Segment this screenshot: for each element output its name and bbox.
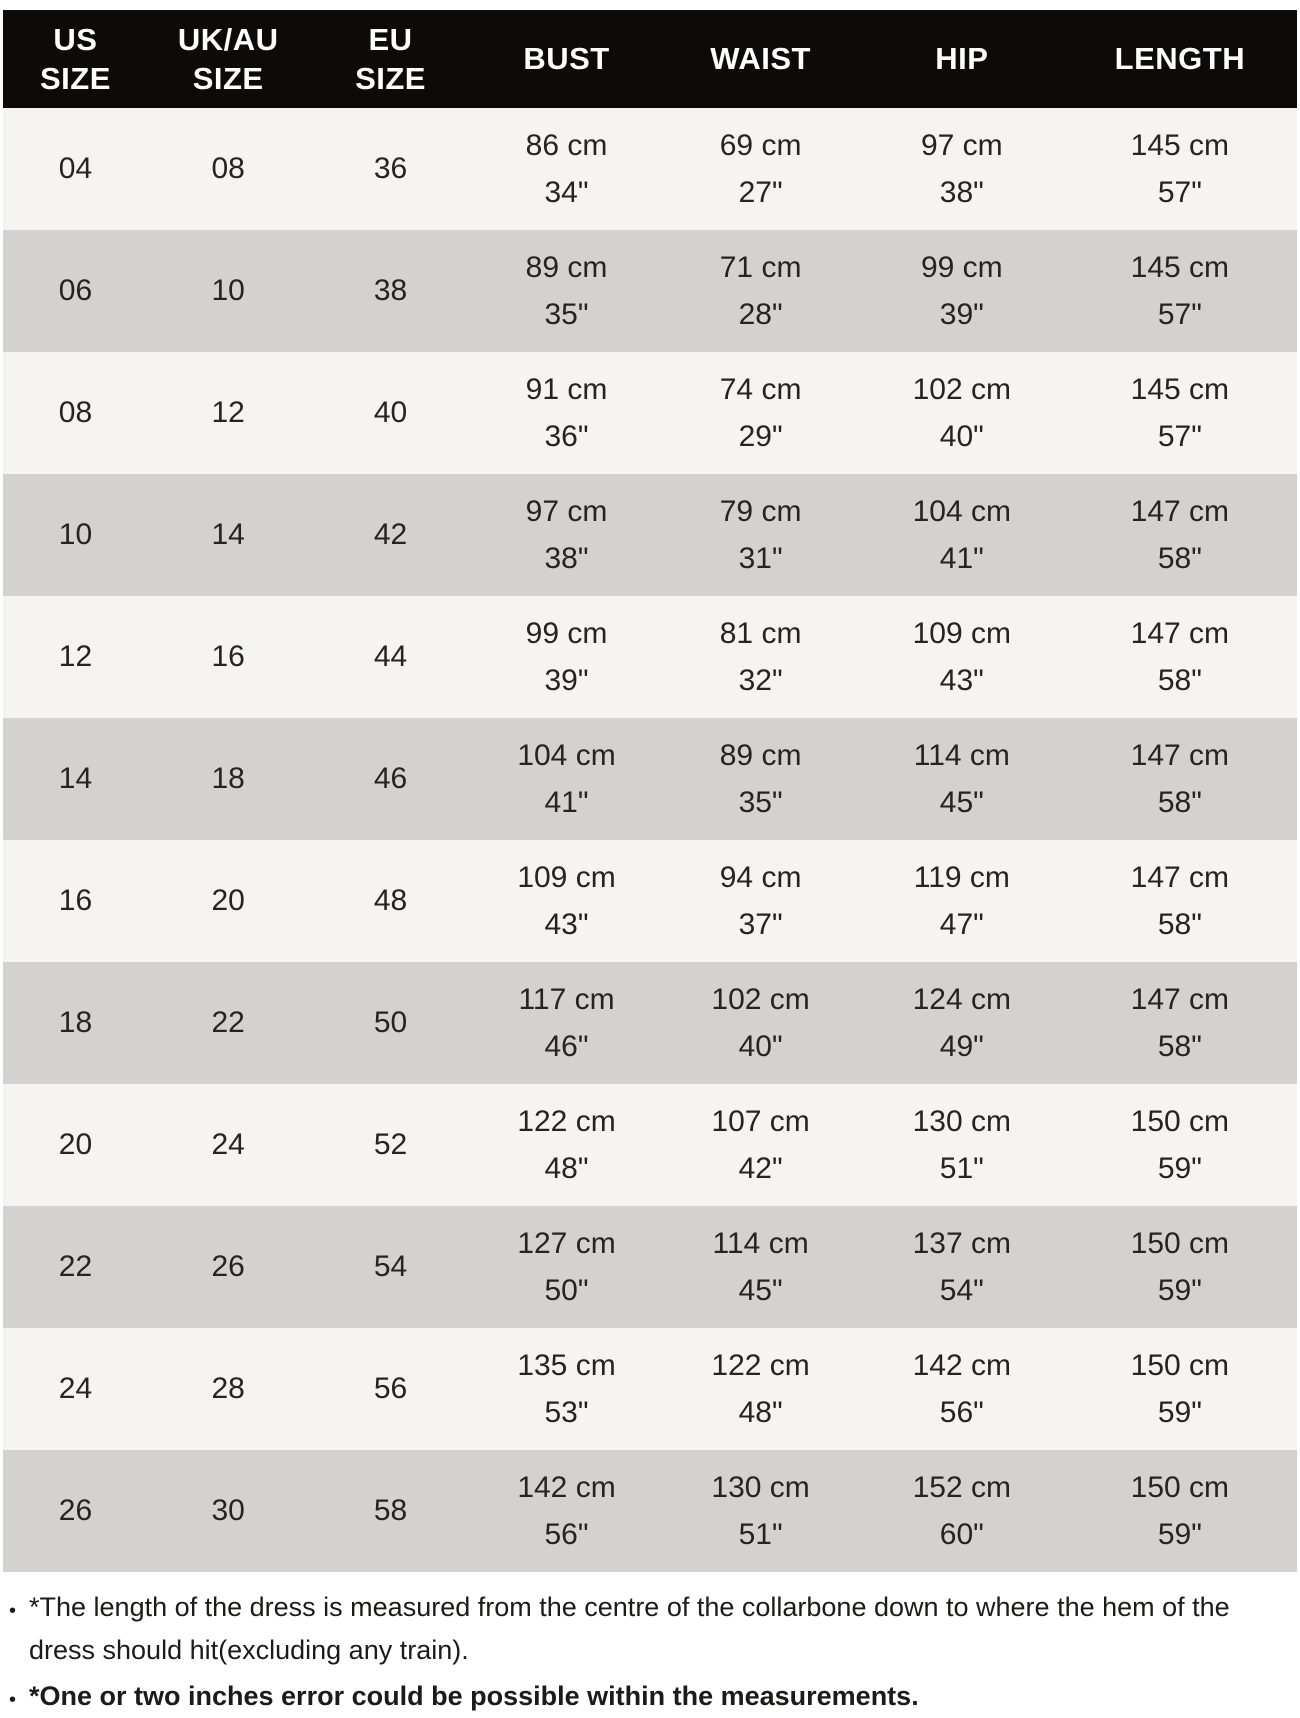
- size-cell-uk_au: [148, 596, 308, 718]
- measurement-inches: 59": [1157, 1152, 1202, 1185]
- measurement-cm: 142 cm: [517, 1471, 616, 1504]
- measurement-cell-hip: [861, 1206, 1063, 1328]
- measurement-inches: 27": [738, 176, 783, 209]
- measurement-inches: 35": [738, 786, 783, 819]
- measurement-cm: 150 cm: [1130, 1105, 1230, 1138]
- size-value: 26: [211, 1250, 245, 1283]
- measurement-inches: 29": [738, 420, 783, 453]
- column-header-uk_au: [148, 10, 308, 108]
- measurement-cell-bust: [473, 1328, 661, 1450]
- size-value: 30: [211, 1494, 245, 1527]
- measurement-inches: 58": [1157, 786, 1202, 819]
- size-value: 54: [373, 1250, 408, 1283]
- size-cell-uk_au: [148, 1084, 308, 1206]
- size-cell-uk_au: [148, 1206, 308, 1328]
- footnote-text: *The length of the dress is measured from the centre of the collarbone down to where the hem of the dress should hit(excluding any train).: [29, 1592, 1230, 1665]
- size-value: 14: [211, 518, 245, 551]
- size-cell-us: [3, 962, 148, 1084]
- table-row: [3, 840, 1297, 962]
- size-cell-eu: [308, 1450, 472, 1572]
- measurement-cell-waist: [660, 1450, 861, 1572]
- size-value: 44: [373, 640, 408, 673]
- measurement-inches: 45": [939, 786, 984, 819]
- column-header-line: US: [53, 21, 98, 57]
- measurement-cm: 152 cm: [912, 1471, 1012, 1504]
- size-value: 12: [58, 640, 93, 673]
- measurement-inches: 58": [1157, 664, 1202, 697]
- measurement-cell-hip: [861, 840, 1063, 962]
- measurement-inches: 32": [738, 664, 783, 697]
- size-value: 10: [211, 274, 245, 307]
- measurement-inches: 28": [738, 298, 783, 331]
- measurement-cm: 145 cm: [1130, 373, 1230, 406]
- table-row: [3, 1206, 1297, 1328]
- measurement-inches: 39": [939, 298, 984, 331]
- measurement-inches: 54": [939, 1274, 984, 1307]
- column-header-eu: [308, 10, 472, 108]
- measurement-cm: 147 cm: [1130, 739, 1230, 772]
- measurement-cell-waist: [660, 352, 861, 474]
- size-cell-us: [3, 1206, 148, 1328]
- measurement-cell-hip: [861, 596, 1063, 718]
- measurement-cell-bust: [473, 108, 661, 230]
- measurement-cm: 150 cm: [1130, 1227, 1230, 1260]
- measurement-cm: 89 cm: [525, 251, 608, 284]
- measurement-inches: 37": [738, 908, 783, 941]
- measurement-cell-length: [1063, 108, 1297, 230]
- size-cell-uk_au: [148, 718, 308, 840]
- measurement-inches: 49": [939, 1030, 984, 1063]
- measurement-cm: 91 cm: [525, 373, 608, 406]
- size-value: 10: [58, 518, 93, 551]
- size-cell-uk_au: [148, 1328, 308, 1450]
- measurement-inches: 47": [939, 908, 984, 941]
- measurement-inches: 58": [1157, 908, 1202, 941]
- measurement-inches: 50": [544, 1274, 589, 1307]
- measurement-cell-waist: [660, 1328, 861, 1450]
- size-cell-us: [3, 474, 148, 596]
- footnote-length-measurement: [9, 1586, 1291, 1671]
- measurement-cell-waist: [660, 230, 861, 352]
- measurement-inches: 42": [738, 1152, 783, 1185]
- size-value: 28: [211, 1372, 245, 1405]
- column-header-length: [1063, 10, 1297, 108]
- measurement-inches: 59": [1157, 1518, 1202, 1551]
- measurement-cell-hip: [861, 962, 1063, 1084]
- size-value: 48: [373, 884, 408, 917]
- size-cell-us: [3, 1084, 148, 1206]
- size-cell-us: [3, 1328, 148, 1450]
- measurement-cm: 147 cm: [1130, 617, 1230, 650]
- measurement-inches: 38": [544, 542, 589, 575]
- size-value: 06: [58, 274, 93, 307]
- column-header-line: SIZE: [40, 61, 111, 96]
- measurement-cm: 99 cm: [525, 617, 608, 650]
- measurement-inches: 40": [738, 1030, 783, 1063]
- measurement-cell-bust: [473, 1450, 661, 1572]
- measurement-cm: 109 cm: [517, 861, 616, 894]
- measurement-cm: 74 cm: [719, 373, 802, 406]
- measurement-inches: 51": [939, 1152, 984, 1185]
- size-value: 08: [58, 396, 93, 429]
- table-row: [3, 718, 1297, 840]
- size-cell-eu: [308, 1206, 472, 1328]
- size-cell-eu: [308, 230, 472, 352]
- measurement-cell-hip: [861, 230, 1063, 352]
- measurement-cm: 130 cm: [711, 1471, 810, 1504]
- size-cell-us: [3, 352, 148, 474]
- measurement-inches: 59": [1157, 1274, 1202, 1307]
- measurement-cm: 122 cm: [711, 1349, 810, 1382]
- size-value: 50: [373, 1006, 408, 1039]
- measurement-inches: 59": [1157, 1396, 1202, 1429]
- column-header-line: SIZE: [192, 61, 264, 96]
- size-cell-us: [3, 596, 148, 718]
- measurement-inches: 58": [1157, 542, 1202, 575]
- measurement-cm: 150 cm: [1130, 1349, 1230, 1382]
- size-value: 16: [211, 640, 245, 673]
- column-header-waist: [660, 10, 861, 108]
- table-row: [3, 1450, 1297, 1572]
- measurement-cell-bust: [473, 230, 661, 352]
- measurement-cm: 79 cm: [719, 495, 802, 528]
- size-value: 40: [373, 396, 408, 429]
- measurement-inches: 38": [939, 176, 984, 209]
- size-cell-eu: [308, 718, 472, 840]
- measurement-cm: 130 cm: [912, 1105, 1012, 1138]
- table-row: [3, 474, 1297, 596]
- measurement-cell-length: [1063, 840, 1297, 962]
- size-value: 36: [373, 152, 408, 185]
- measurement-cell-bust: [473, 352, 661, 474]
- size-cell-uk_au: [148, 962, 308, 1084]
- measurement-inches: 48": [544, 1152, 589, 1185]
- measurement-inches: 41": [939, 542, 984, 575]
- size-value: 24: [211, 1128, 245, 1161]
- measurement-cell-waist: [660, 718, 861, 840]
- measurement-cell-waist: [660, 1206, 861, 1328]
- measurement-cell-bust: [473, 596, 661, 718]
- column-header-us: [3, 10, 148, 108]
- size-value: 18: [211, 762, 245, 795]
- measurement-cm: 69 cm: [719, 129, 802, 162]
- measurement-cell-bust: [473, 962, 661, 1084]
- size-value: 56: [373, 1372, 408, 1405]
- measurement-inches: 43": [544, 908, 589, 941]
- measurement-cm: 104 cm: [517, 739, 616, 772]
- size-cell-uk_au: [148, 1450, 308, 1572]
- measurement-cell-length: [1063, 1206, 1297, 1328]
- measurement-inches: 46": [544, 1030, 589, 1063]
- column-header-line: HIP: [935, 41, 989, 77]
- size-cell-uk_au: [148, 352, 308, 474]
- measurement-cm: 97 cm: [525, 495, 608, 528]
- measurement-cell-length: [1063, 352, 1297, 474]
- size-value: 38: [373, 274, 408, 307]
- size-value: 22: [58, 1250, 93, 1283]
- measurement-cell-waist: [660, 1084, 861, 1206]
- size-cell-eu: [308, 596, 472, 718]
- table-row: [3, 1084, 1297, 1206]
- measurement-cell-bust: [473, 840, 661, 962]
- bullet-dot: •: [9, 1689, 17, 1712]
- measurement-cell-hip: [861, 1450, 1063, 1572]
- size-cell-eu: [308, 1084, 472, 1206]
- size-cell-us: [3, 718, 148, 840]
- measurement-inches: 39": [544, 664, 589, 697]
- measurement-cell-length: [1063, 962, 1297, 1084]
- measurement-cell-bust: [473, 474, 661, 596]
- measurement-cm: 135 cm: [517, 1349, 616, 1382]
- measurement-inches: 43": [939, 664, 984, 697]
- measurement-cell-waist: [660, 108, 861, 230]
- size-cell-us: [3, 230, 148, 352]
- column-header-hip: [861, 10, 1063, 108]
- table-row: [3, 596, 1297, 718]
- table-row: [3, 108, 1297, 230]
- measurement-inches: 41": [544, 786, 589, 819]
- measurement-cm: 124 cm: [912, 983, 1012, 1016]
- table-row: [3, 962, 1297, 1084]
- measurement-cm: 127 cm: [517, 1227, 616, 1260]
- measurement-inches: 34": [544, 176, 589, 209]
- measurement-cm: 137 cm: [912, 1227, 1012, 1260]
- size-cell-us: [3, 1450, 148, 1572]
- measurement-cm: 147 cm: [1130, 861, 1230, 894]
- column-header-line: LENGTH: [1114, 41, 1246, 77]
- measurement-cm: 86 cm: [525, 129, 608, 162]
- measurement-cell-hip: [861, 1328, 1063, 1450]
- measurement-inches: 57": [1157, 420, 1202, 453]
- table-header: [3, 10, 1297, 108]
- measurement-cell-length: [1063, 474, 1297, 596]
- size-cell-eu: [308, 840, 472, 962]
- size-value: 46: [373, 762, 408, 795]
- measurement-cm: 119 cm: [913, 861, 1010, 894]
- measurement-cell-waist: [660, 840, 861, 962]
- measurement-cm: 97 cm: [920, 129, 1003, 162]
- size-value: 58: [373, 1494, 408, 1527]
- table-body: [3, 108, 1297, 1572]
- measurement-inches: 56": [939, 1396, 984, 1429]
- measurement-inches: 40": [939, 420, 984, 453]
- measurement-cell-hip: [861, 352, 1063, 474]
- measurement-cm: 81 cm: [719, 617, 802, 650]
- footnotes: [3, 1572, 1297, 1718]
- measurement-cell-hip: [861, 1084, 1063, 1206]
- measurement-inches: 57": [1157, 298, 1202, 331]
- measurement-cell-bust: [473, 1084, 661, 1206]
- size-cell-us: [3, 108, 148, 230]
- measurement-cm: 114 cm: [712, 1227, 809, 1260]
- measurement-cell-bust: [473, 1206, 661, 1328]
- measurement-cell-hip: [861, 108, 1063, 230]
- table-row: [3, 352, 1297, 474]
- footnote-error-tolerance: [9, 1675, 1291, 1718]
- size-cell-eu: [308, 1328, 472, 1450]
- measurement-inches: 45": [738, 1274, 783, 1307]
- measurement-inches: 60": [939, 1518, 984, 1551]
- measurement-cell-length: [1063, 230, 1297, 352]
- measurement-cm: 107 cm: [711, 1105, 810, 1138]
- measurement-cm: 147 cm: [1130, 495, 1230, 528]
- column-header-line: BUST: [523, 41, 610, 77]
- column-header-line: EU: [368, 21, 413, 57]
- measurement-cm: 102 cm: [912, 373, 1012, 406]
- size-value: 14: [58, 762, 93, 795]
- size-value: 20: [58, 1128, 93, 1161]
- size-value: 26: [58, 1494, 93, 1527]
- size-cell-uk_au: [148, 840, 308, 962]
- measurement-cm: 102 cm: [711, 983, 810, 1016]
- measurement-cm: 150 cm: [1130, 1471, 1230, 1504]
- bullet-dot: •: [9, 1600, 17, 1622]
- measurement-inches: 35": [544, 298, 589, 331]
- measurement-cell-hip: [861, 474, 1063, 596]
- measurement-cm: 117 cm: [518, 983, 615, 1016]
- measurement-cm: 145 cm: [1130, 129, 1230, 162]
- measurement-cm: 89 cm: [719, 739, 802, 772]
- measurement-inches: 48": [738, 1396, 783, 1429]
- column-header-line: SIZE: [355, 61, 426, 96]
- measurement-inches: 36": [544, 420, 589, 453]
- measurement-cell-length: [1063, 718, 1297, 840]
- measurement-cell-hip: [861, 718, 1063, 840]
- measurement-cm: 71 cm: [719, 251, 802, 284]
- measurement-cell-waist: [660, 962, 861, 1084]
- measurement-inches: 53": [544, 1396, 589, 1429]
- size-cell-us: [3, 840, 148, 962]
- measurement-cell-length: [1063, 596, 1297, 718]
- measurement-cm: 122 cm: [517, 1105, 616, 1138]
- measurement-cm: 109 cm: [912, 617, 1012, 650]
- table-row: [3, 230, 1297, 352]
- footnote-text: *One or two inches error could be possible within the measurements.: [29, 1681, 919, 1712]
- measurement-inches: 31": [738, 542, 783, 575]
- size-cell-uk_au: [148, 474, 308, 596]
- size-chart-table: [3, 10, 1297, 1572]
- measurement-inches: 56": [544, 1518, 589, 1551]
- measurement-cm: 142 cm: [912, 1349, 1012, 1382]
- header-row: [3, 10, 1297, 108]
- measurement-cm: 145 cm: [1130, 251, 1230, 284]
- measurement-inches: 58": [1157, 1030, 1202, 1063]
- measurement-cell-length: [1063, 1328, 1297, 1450]
- measurement-cm: 147 cm: [1130, 983, 1230, 1016]
- size-value: 22: [211, 1006, 245, 1039]
- measurement-cm: 114 cm: [913, 739, 1010, 772]
- table-row: [3, 1328, 1297, 1450]
- size-cell-uk_au: [148, 108, 308, 230]
- column-header-line: WAIST: [710, 41, 811, 77]
- size-cell-eu: [308, 108, 472, 230]
- size-value: 04: [58, 152, 93, 185]
- measurement-cm: 104 cm: [912, 495, 1012, 528]
- measurement-cm: 94 cm: [719, 861, 802, 894]
- size-value: 16: [58, 884, 93, 917]
- size-cell-uk_au: [148, 230, 308, 352]
- measurement-inches: 57": [1157, 176, 1202, 209]
- column-header-line: UK/AU: [177, 21, 279, 57]
- size-value: 08: [211, 152, 245, 185]
- size-value: 42: [373, 518, 408, 551]
- size-value: 18: [58, 1006, 93, 1039]
- size-value: 24: [58, 1372, 93, 1405]
- measurement-cell-bust: [473, 718, 661, 840]
- measurement-cm: 99 cm: [920, 251, 1003, 284]
- size-chart: [3, 10, 1297, 1718]
- measurement-cell-length: [1063, 1450, 1297, 1572]
- measurement-cell-length: [1063, 1084, 1297, 1206]
- size-value: 12: [211, 396, 245, 429]
- measurement-cell-waist: [660, 596, 861, 718]
- size-cell-eu: [308, 352, 472, 474]
- size-cell-eu: [308, 474, 472, 596]
- measurement-cell-waist: [660, 474, 861, 596]
- size-value: 20: [211, 884, 245, 917]
- measurement-inches: 51": [738, 1518, 783, 1551]
- column-header-bust: [473, 10, 661, 108]
- size-cell-eu: [308, 962, 472, 1084]
- size-value: 52: [373, 1128, 408, 1161]
